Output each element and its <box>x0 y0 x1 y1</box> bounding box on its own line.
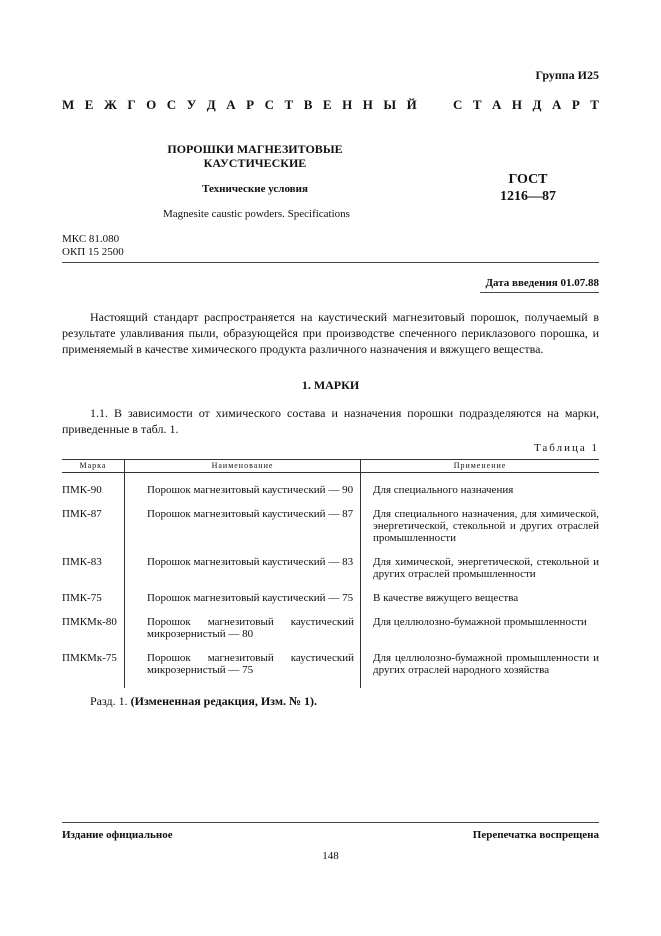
gost-label: ГОСТ <box>508 172 548 187</box>
banner-letter: Н <box>342 97 353 112</box>
cell-use: Для специального назначения, для химической, энергетической, стекольной и других отраслей промышленности <box>361 508 600 556</box>
reprint-prohibited: Перепечатка воспрещена <box>472 829 599 841</box>
banner-letter: Й <box>406 97 417 112</box>
banner-standard <box>453 97 599 113</box>
banner-letter: А <box>492 97 502 112</box>
cell-use: Для целлюлозно-бумажной промышленности <box>361 616 600 652</box>
table-row <box>62 616 599 652</box>
banner-letter: Т <box>472 97 482 112</box>
banner-letter: Д <box>206 97 216 112</box>
table-row <box>62 473 599 509</box>
header-use: Применение <box>361 460 600 473</box>
table-row <box>62 556 599 592</box>
title-line-1: ПОРОШКИ МАГНЕЗИТОВЫЕ <box>167 142 343 156</box>
banner-letter: Е <box>322 97 332 112</box>
note-prefix: Разд. 1. <box>90 694 128 708</box>
banner-letter: Е <box>84 97 94 112</box>
banner-letter: Р <box>571 97 580 112</box>
banner-letter: В <box>303 97 313 112</box>
effective-date-label: Дата введения <box>485 277 558 289</box>
gost-number <box>493 171 563 205</box>
banner-letter: Д <box>532 97 542 112</box>
note-amendment: (Измененная редакция, Изм. № 1). <box>130 694 318 708</box>
banner-letter: Т <box>284 97 294 112</box>
cell-name: Порошок магнезитовый каустический — 87 <box>125 508 361 556</box>
classification-codes <box>62 233 124 259</box>
table-caption: Таблица 1 <box>533 442 599 454</box>
effective-date-value: 01.07.88 <box>560 277 599 289</box>
banner-letter: Т <box>590 97 599 112</box>
effective-date <box>485 277 599 289</box>
okp-code: ОКП 15 2500 <box>62 246 124 258</box>
document-title-block <box>150 142 360 195</box>
banner-letter: Ж <box>103 97 117 112</box>
cell-mark: ПМК-83 <box>62 556 102 568</box>
banner-letter: Р <box>246 97 255 112</box>
section-title: 1. МАРКИ <box>301 378 360 392</box>
cell-use: Для целлюлозно-бумажной промышленности и других отраслей народного хозяйства <box>361 652 600 688</box>
banner-letter: О <box>146 97 157 112</box>
english-title: Magnesite caustic powders. Specifications <box>163 208 350 220</box>
banner-letter: У <box>186 97 197 112</box>
standard-banner <box>62 97 599 113</box>
table-row <box>62 592 599 616</box>
banner-letter: Ы <box>383 97 397 112</box>
banner-letter: Г <box>127 97 136 112</box>
amendment-note <box>90 694 317 709</box>
footer-divider <box>62 822 599 823</box>
banner-letter: Н <box>362 97 373 112</box>
header-mark: Марка <box>62 460 125 473</box>
date-underline <box>480 292 599 293</box>
banner-letter: С <box>166 97 177 112</box>
cell-mark: ПМК-87 <box>62 508 102 520</box>
cell-use: Для специального назначения <box>361 473 600 509</box>
header-divider <box>62 262 599 263</box>
mks-code: МКС 81.080 <box>62 233 120 245</box>
banner-letter: С <box>453 97 463 112</box>
title-line-2: КАУСТИЧЕСКИЕ <box>203 156 307 170</box>
grades-table <box>62 459 599 688</box>
gost-code: 1216—87 <box>500 189 556 204</box>
table-row <box>62 652 599 688</box>
banner-letter: А <box>226 97 236 112</box>
banner-interstate <box>62 97 417 113</box>
cell-use: Для химической, энергетической, стекольной и других отраслей промышленности <box>361 556 600 592</box>
cell-mark: ПМК-75 <box>62 592 102 604</box>
intro-paragraph: Настоящий стандарт распространяется на каустический магнезитовый порошок, получаемый в результате улавливания пыли, образующейся при производстве спеченного периклазового порошка, и применяемый в качестве химического продукта различного назначения и вяжущего вещества. <box>62 310 599 356</box>
document-subtitle: Технические условия <box>202 183 308 195</box>
cell-mark: ПМК-90 <box>62 484 102 496</box>
cell-name: Порошок магнезитовый каустический микрозернистый — 80 <box>125 616 361 652</box>
table-header-row <box>62 460 599 473</box>
cell-name: Порошок магнезитовый каустический — 90 <box>125 473 361 509</box>
banner-letter: М <box>62 97 75 112</box>
cell-name: Порошок магнезитовый каустический — 83 <box>125 556 361 592</box>
banner-letter: С <box>264 97 274 112</box>
banner-letter: Н <box>511 97 523 112</box>
cell-mark: ПМКМк-80 <box>62 616 117 628</box>
group-code: Группа И25 <box>535 68 599 82</box>
cell-name: Порошок магнезитовый каустический — 75 <box>125 592 361 616</box>
official-edition: Издание официальное <box>62 829 173 841</box>
clause-1-1: 1.1. В зависимости от химического состава и назначения порошки подразделяются на марки, приведенные в табл. 1. <box>62 406 599 436</box>
header-name: Наименование <box>125 460 361 473</box>
banner-letter: А <box>551 97 562 112</box>
page-number: 148 <box>322 850 339 862</box>
cell-mark: ПМКМк-75 <box>62 652 117 664</box>
cell-name: Порошок магнезитовый каустический микрозернистый — 75 <box>125 652 361 688</box>
cell-use: В качестве вяжущего вещества <box>361 592 600 616</box>
table-row <box>62 508 599 556</box>
